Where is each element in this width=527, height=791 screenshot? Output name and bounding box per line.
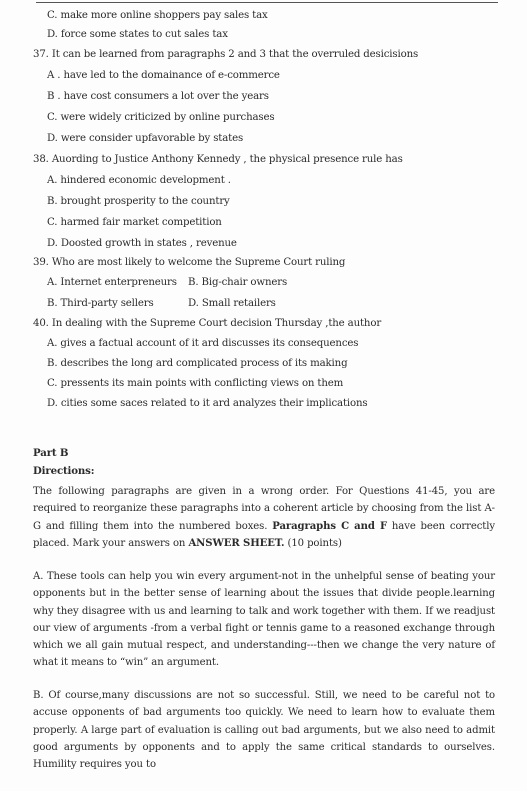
directions-paragraph (33, 483, 495, 552)
q39-option-b: B. Big-chair owners (188, 277, 288, 288)
q38-stem: 38. Auording to Justice Anthony Kennedy , the physical presence rule has (33, 154, 403, 165)
q40-option-d: D. cities some saces related to it ard analyzes their implications (47, 398, 368, 409)
q37-option-a: A . have led to the domainance of e-commerce (47, 70, 280, 81)
directions-text-2: have been correctly placed. Mark your answers on (33, 520, 495, 549)
q40-option-c: C. pressents its main points with conflicting views on them (47, 378, 344, 389)
q40-stem: 40. In dealing with the Supreme Court decision Thursday ,the author (33, 318, 382, 329)
q38-option-d: D. Doosted growth in states , revenue (47, 238, 237, 249)
directions-bold-1: Paragraphs C and F (272, 520, 388, 532)
q37-stem: 37. It can be learned from paragraphs 2 and 3 that the overruled desicisions (33, 49, 419, 60)
part-b-title: Part B (33, 447, 69, 459)
q37-option-b: B . have cost consumers a lot over the years (47, 91, 269, 102)
q38-option-b: B. brought prosperity to the country (47, 196, 230, 207)
directions-text-3: (10 points) (284, 537, 342, 549)
q36-option-d: D. force some states to cut sales tax (47, 29, 228, 40)
q36-option-c: C. make more online shoppers pay sales tax (47, 10, 268, 21)
q38-option-a: A. hindered economic development . (47, 175, 231, 186)
q40-option-b: B. describes the long ard complicated process of its making (47, 358, 348, 369)
q37-option-d: D. were consider upfavorable by states (47, 133, 244, 144)
q40-option-a: A. gives a factual account of it ard discusses its consequences (47, 338, 359, 349)
q39-option-d: D. Small retailers (188, 298, 276, 309)
q39-option-a: A. Internet enterpreneurs (47, 277, 177, 288)
q39-option-c: B. Third-party sellers (47, 298, 154, 309)
q38-option-c: C. harmed fair market competition (47, 217, 222, 228)
paragraph-a: A. These tools can help you win every argument-not in the unhelpful sense of beating your opponents but in the better sense of learning about the issues that divide people.learning why they disagree with us and learning to talk and work together with them. If we readjust our view of arguments -from a verbal fight or tennis game to a reasoned exchange through which we all gain mutual respect, and understanding---then we change the very nature of what it means to “win” an argument. (33, 571, 495, 669)
directions-bold-2: ANSWER SHEET. (188, 537, 285, 549)
q39-stem: 39. Who are most likely to welcome the Supreme Court ruling (33, 257, 346, 268)
q37-option-c: C. were widely criticized by online purchases (47, 112, 275, 123)
top-divider (36, 2, 498, 3)
paragraph-b: B. Of course,many discussions are not so successful. Still, we need to be careful not to accuse opponents of bad arguments too quickly. We need to learn how to evaluate them properly. A large part of evaluation is calling out bad arguments, but we also need to admit good arguments by opponents and to apply the same critical standards to ourselves. Humility requires you to (33, 690, 495, 771)
directions-label: Directions: (33, 465, 95, 477)
directions-text-1: The following paragraphs are given in a wrong order. For Questions 41-45, you are required to reorganize these paragraphs into a coherent article by choosing from the list A-G and filling them into the numbered boxes. (33, 486, 495, 532)
